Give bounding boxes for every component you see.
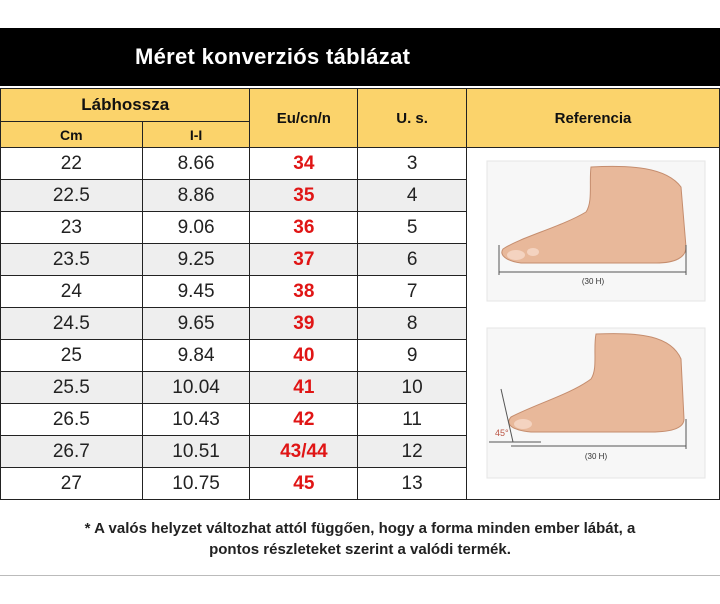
us-cell: 6	[358, 244, 467, 276]
eu-cell: 41	[250, 372, 358, 404]
cm-cell: 24.5	[1, 308, 143, 340]
inch-cell: 9.45	[142, 276, 250, 308]
inch-cell: 9.06	[142, 212, 250, 244]
us-cell: 12	[358, 436, 467, 468]
eu-cell: 38	[250, 276, 358, 308]
us-cell: 11	[358, 404, 467, 436]
inch-cell: 9.25	[142, 244, 250, 276]
measure-label-2: (30 H)	[584, 451, 608, 461]
inch-cell: 8.66	[142, 148, 250, 180]
inch-cell: 8.86	[142, 180, 250, 212]
cm-cell: 22.5	[1, 180, 143, 212]
foot-length-illustration-2	[481, 324, 711, 489]
cm-cell: 25.5	[1, 372, 143, 404]
inch-cell: 10.04	[142, 372, 250, 404]
us-cell: 9	[358, 340, 467, 372]
header-reference: Referencia	[466, 89, 719, 148]
us-cell: 5	[358, 212, 467, 244]
measure-label-1: (30 H)	[581, 276, 605, 286]
us-cell: 7	[358, 276, 467, 308]
header-inch: I-I	[142, 122, 250, 148]
cm-cell: 23	[1, 212, 143, 244]
disclaimer-text: * A valós helyzet változhat attól függően, hogy a forma minden ember lábát, a pontos részleteket szerint a valódi termék.	[84, 520, 636, 558]
us-cell: 13	[358, 468, 467, 500]
eu-cell: 43/44	[250, 436, 358, 468]
cm-cell: 27	[1, 468, 143, 500]
inch-cell: 10.43	[142, 404, 250, 436]
eu-cell: 39	[250, 308, 358, 340]
us-cell: 10	[358, 372, 467, 404]
cm-cell: 22	[1, 148, 143, 180]
page-title: Méret konverziós táblázat	[135, 44, 411, 69]
table-row	[1, 148, 720, 180]
cm-cell: 26.7	[1, 436, 143, 468]
header-foot-length: Lábhossza	[1, 89, 250, 122]
cm-cell: 24	[1, 276, 143, 308]
reference-cell	[466, 148, 719, 500]
header-eu: Eu/cn/n	[250, 89, 358, 148]
eu-cell: 35	[250, 180, 358, 212]
us-cell: 8	[358, 308, 467, 340]
size-chart-table	[0, 88, 720, 500]
eu-cell: 34	[250, 148, 358, 180]
title-bar	[0, 28, 720, 86]
us-cell: 4	[358, 180, 467, 212]
disclaimer-note	[0, 500, 720, 560]
inch-cell: 9.65	[142, 308, 250, 340]
us-cell: 3	[358, 148, 467, 180]
divider	[0, 575, 720, 576]
eu-cell: 37	[250, 244, 358, 276]
inch-cell: 10.75	[142, 468, 250, 500]
eu-cell: 36	[250, 212, 358, 244]
inch-cell: 10.51	[142, 436, 250, 468]
cm-cell: 25	[1, 340, 143, 372]
cm-cell: 26.5	[1, 404, 143, 436]
eu-cell: 42	[250, 404, 358, 436]
header-cm: Cm	[1, 122, 143, 148]
eu-cell: 40	[250, 340, 358, 372]
eu-cell: 45	[250, 468, 358, 500]
angle-label: 45°	[494, 427, 509, 438]
foot-length-illustration-1	[481, 157, 711, 307]
inch-cell: 9.84	[142, 340, 250, 372]
header-us: U. s.	[358, 89, 467, 148]
cm-cell: 23.5	[1, 244, 143, 276]
